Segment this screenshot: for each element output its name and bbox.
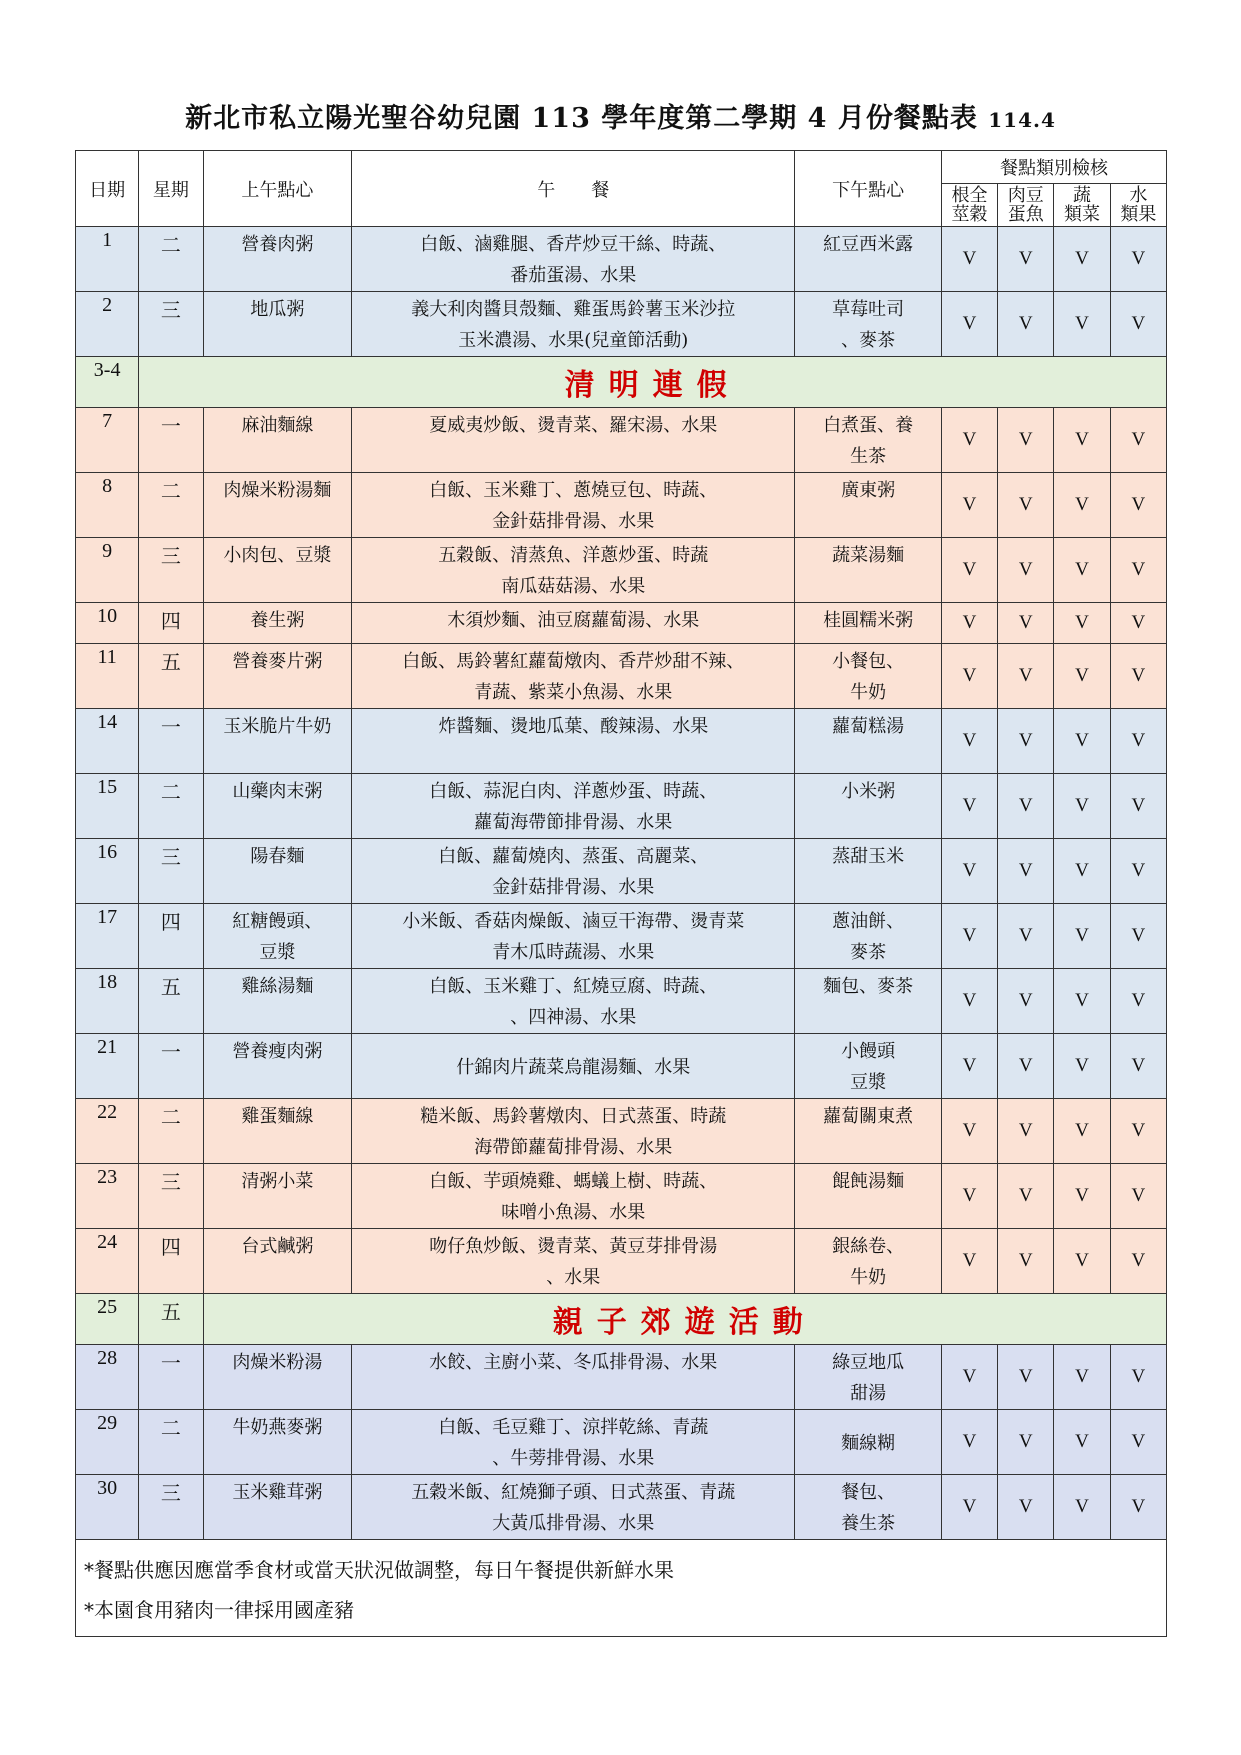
check-mark-cat3: V <box>1054 709 1110 774</box>
row-lunch <box>352 904 795 969</box>
row-weekday: 一 <box>139 1034 203 1099</box>
holiday-row <box>76 1294 1167 1345</box>
check-mark-cat1: V <box>941 603 997 644</box>
morning-snack-line1: 營養麥片粥 <box>232 651 323 672</box>
morning-snack-line1: 肉燥米粉湯麵 <box>223 480 332 501</box>
header-morning-snack: 上午點心 <box>203 151 352 227</box>
lunch-line2: 海帶節蘿蔔排骨湯、水果 <box>474 1137 673 1158</box>
row-lunch <box>352 1475 795 1540</box>
row-afternoon-snack <box>795 1164 942 1229</box>
check-mark-cat1: V <box>941 709 997 774</box>
check-mark-cat4: V <box>1110 839 1166 904</box>
check-mark-cat1: V <box>941 904 997 969</box>
afternoon-snack-line1: 草莓吐司 <box>832 299 905 320</box>
row-date: 16 <box>76 839 139 904</box>
row-lunch <box>352 1229 795 1294</box>
check-mark-cat3: V <box>1054 839 1110 904</box>
morning-snack-line1: 雞絲湯麵 <box>241 976 314 997</box>
check-mark-cat1: V <box>941 1164 997 1229</box>
title-version: 114.4 <box>988 108 1056 132</box>
notes-row <box>76 1540 1167 1637</box>
row-morning-snack <box>203 969 352 1034</box>
row-date: 1 <box>76 227 139 292</box>
check-mark-cat2: V <box>998 969 1054 1034</box>
check-mark-cat2: V <box>998 227 1054 292</box>
row-morning-snack <box>203 904 352 969</box>
row-afternoon-snack <box>795 603 942 644</box>
row-lunch <box>352 408 795 473</box>
meal-row <box>76 969 1167 1034</box>
note-1: *餐點供應因應當季食材或當天狀況做調整，每日午餐提供新鮮水果 <box>84 1558 674 1582</box>
row-afternoon-snack <box>795 227 942 292</box>
check-mark-cat3: V <box>1054 603 1110 644</box>
check-mark-cat1: V <box>941 774 997 839</box>
row-morning-snack <box>203 1164 352 1229</box>
row-weekday: 二 <box>139 1099 203 1164</box>
meal-row <box>76 1034 1167 1099</box>
check-mark-cat3: V <box>1054 227 1110 292</box>
page-title <box>0 96 1241 135</box>
check-mark-cat4: V <box>1110 709 1166 774</box>
check-mark-cat4: V <box>1110 227 1166 292</box>
header-cat-grains: 根全 莖穀 <box>941 184 997 227</box>
morning-snack-line1: 紅糖饅頭、 <box>232 911 323 932</box>
lunch-line1: 吻仔魚炒飯、燙青菜、黃豆芽排骨湯 <box>429 1236 718 1257</box>
afternoon-snack-line1: 紅豆西米露 <box>823 234 914 255</box>
meal-table <box>75 150 1167 1637</box>
lunch-line2: 南瓜菇菇湯、水果 <box>501 576 646 597</box>
lunch-line1: 五穀飯、清蒸魚、洋蔥炒蛋、時蔬 <box>438 545 709 566</box>
check-mark-cat2: V <box>998 603 1054 644</box>
check-mark-cat1: V <box>941 292 997 357</box>
morning-snack-line1: 牛奶燕麥粥 <box>232 1417 323 1438</box>
row-date: 18 <box>76 969 139 1034</box>
lunch-line2: 番茄蛋湯、水果 <box>510 265 637 286</box>
afternoon-snack-line1: 白煮蛋、養 <box>823 415 914 436</box>
check-mark-cat1: V <box>941 1475 997 1540</box>
row-weekday: 四 <box>139 904 203 969</box>
afternoon-snack-line2: 養生茶 <box>841 1513 896 1534</box>
row-weekday: 一 <box>139 1345 203 1410</box>
lunch-line1: 水餃、主廚小菜、冬瓜排骨湯、水果 <box>429 1352 718 1373</box>
row-weekday: 三 <box>139 538 203 603</box>
row-morning-snack <box>203 603 352 644</box>
row-date: 17 <box>76 904 139 969</box>
check-mark-cat4: V <box>1110 774 1166 839</box>
check-mark-cat3: V <box>1054 1164 1110 1229</box>
row-lunch <box>352 774 795 839</box>
meal-row <box>76 1345 1167 1410</box>
row-morning-snack <box>203 473 352 538</box>
row-morning-snack <box>203 709 352 774</box>
meal-row <box>76 408 1167 473</box>
holiday-weekday: 五 <box>139 1294 203 1345</box>
row-date: 28 <box>76 1345 139 1410</box>
check-mark-cat1: V <box>941 408 997 473</box>
row-afternoon-snack <box>795 904 942 969</box>
check-mark-cat4: V <box>1110 603 1166 644</box>
row-morning-snack <box>203 538 352 603</box>
afternoon-snack-line1: 小饅頭 <box>841 1041 896 1062</box>
check-mark-cat2: V <box>998 473 1054 538</box>
lunch-line1: 白飯、滷雞腿、香芹炒豆干絲、時蔬、 <box>420 234 727 255</box>
row-lunch <box>352 1164 795 1229</box>
check-mark-cat3: V <box>1054 408 1110 473</box>
lunch-line1: 白飯、毛豆雞丁、涼拌乾絲、青蔬 <box>438 1417 709 1438</box>
meal-row <box>76 644 1167 709</box>
lunch-line2: 金針菇排骨湯、水果 <box>492 877 655 898</box>
row-afternoon-snack <box>795 1034 942 1099</box>
row-afternoon-snack <box>795 1475 942 1540</box>
row-weekday: 三 <box>139 292 203 357</box>
check-mark-cat2: V <box>998 1099 1054 1164</box>
row-afternoon-snack <box>795 473 942 538</box>
header-category-check: 餐點類別檢核 <box>941 151 1166 184</box>
row-afternoon-snack <box>795 644 942 709</box>
row-date: 14 <box>76 709 139 774</box>
check-mark-cat2: V <box>998 1475 1054 1540</box>
lunch-line1: 小米飯、香菇肉燥飯、滷豆干海帶、燙青菜 <box>402 911 745 932</box>
lunch-line1: 白飯、蘿蔔燒肉、蒸蛋、高麗菜、 <box>438 846 709 867</box>
row-weekday: 四 <box>139 1229 203 1294</box>
meal-row <box>76 538 1167 603</box>
check-mark-cat3: V <box>1054 538 1110 603</box>
row-morning-snack <box>203 1229 352 1294</box>
check-mark-cat1: V <box>941 1099 997 1164</box>
holiday-event: 親子郊遊活動 <box>203 1294 1166 1345</box>
row-afternoon-snack <box>795 774 942 839</box>
row-lunch <box>352 1345 795 1410</box>
check-mark-cat2: V <box>998 292 1054 357</box>
afternoon-snack-line2: 牛奶 <box>850 682 887 703</box>
morning-snack-line1: 地瓜粥 <box>250 299 305 320</box>
lunch-line1: 五穀米飯、紅燒獅子頭、日式蒸蛋、青蔬 <box>411 1482 736 1503</box>
meal-row <box>76 603 1167 644</box>
lunch-line2: 、牛蒡排骨湯、水果 <box>492 1448 655 1469</box>
row-lunch <box>352 603 795 644</box>
meal-row <box>76 1475 1167 1540</box>
lunch-line2: 青蔬、紫菜小魚湯、水果 <box>474 682 673 703</box>
row-afternoon-snack <box>795 1099 942 1164</box>
note-2: *本園食用豬肉一律採用國產豬 <box>84 1598 354 1622</box>
row-weekday: 三 <box>139 1164 203 1229</box>
check-mark-cat3: V <box>1054 904 1110 969</box>
row-morning-snack <box>203 1345 352 1410</box>
header-row <box>76 151 1167 184</box>
lunch-line2: 、四神湯、水果 <box>510 1007 637 1028</box>
afternoon-snack-line2: 、麥茶 <box>841 330 896 351</box>
meal-row <box>76 1229 1167 1294</box>
afternoon-snack-line1: 麵線糊 <box>841 1432 896 1454</box>
row-date: 22 <box>76 1099 139 1164</box>
check-mark-cat3: V <box>1054 774 1110 839</box>
check-mark-cat1: V <box>941 1410 997 1475</box>
meal-row <box>76 839 1167 904</box>
row-date: 23 <box>76 1164 139 1229</box>
row-date: 21 <box>76 1034 139 1099</box>
meal-row <box>76 904 1167 969</box>
check-mark-cat3: V <box>1054 1410 1110 1475</box>
check-mark-cat4: V <box>1110 1475 1166 1540</box>
row-weekday: 四 <box>139 603 203 644</box>
morning-snack-line2: 豆漿 <box>259 942 296 963</box>
header-cat-vegetable: 蔬 類菜 <box>1054 184 1110 227</box>
row-weekday: 五 <box>139 969 203 1034</box>
check-mark-cat1: V <box>941 839 997 904</box>
holiday-event: 清明連假 <box>139 357 1167 408</box>
morning-snack-line1: 台式鹹粥 <box>241 1236 314 1257</box>
check-mark-cat4: V <box>1110 473 1166 538</box>
check-mark-cat4: V <box>1110 969 1166 1034</box>
check-mark-cat2: V <box>998 904 1054 969</box>
afternoon-snack-line1: 綠豆地瓜 <box>832 1352 905 1373</box>
row-morning-snack <box>203 1034 352 1099</box>
afternoon-snack-line1: 小米粥 <box>841 781 896 802</box>
row-weekday: 二 <box>139 473 203 538</box>
header-cat-fruit: 水 類果 <box>1110 184 1166 227</box>
check-mark-cat3: V <box>1054 292 1110 357</box>
header-afternoon-snack: 下午點心 <box>795 151 942 227</box>
lunch-line2: 味噌小魚湯、水果 <box>501 1202 646 1223</box>
check-mark-cat4: V <box>1110 1099 1166 1164</box>
row-date: 10 <box>76 603 139 644</box>
row-date: 7 <box>76 408 139 473</box>
row-date: 9 <box>76 538 139 603</box>
check-mark-cat4: V <box>1110 644 1166 709</box>
check-mark-cat3: V <box>1054 473 1110 538</box>
afternoon-snack-line1: 小餐包、 <box>832 651 905 672</box>
check-mark-cat3: V <box>1054 1099 1110 1164</box>
check-mark-cat2: V <box>998 774 1054 839</box>
afternoon-snack-line1: 蘿蔔關東煮 <box>823 1106 914 1127</box>
row-morning-snack <box>203 1099 352 1164</box>
lunch-line1: 木須炒麵、油豆腐蘿蔔湯、水果 <box>447 610 700 631</box>
header-date: 日期 <box>76 151 139 227</box>
row-lunch <box>352 839 795 904</box>
afternoon-snack-line1: 麵包、麥茶 <box>823 976 914 997</box>
row-weekday: 三 <box>139 839 203 904</box>
check-mark-cat1: V <box>941 538 997 603</box>
row-date: 8 <box>76 473 139 538</box>
row-date: 30 <box>76 1475 139 1540</box>
title-main: 新北市私立陽光聖谷幼兒園 113 學年度第二學期 4 月份餐點表 <box>185 103 978 134</box>
lunch-line2: 金針菇排骨湯、水果 <box>492 511 655 532</box>
row-date: 24 <box>76 1229 139 1294</box>
check-mark-cat2: V <box>998 1164 1054 1229</box>
row-afternoon-snack <box>795 292 942 357</box>
header-weekday: 星期 <box>139 151 203 227</box>
check-mark-cat2: V <box>998 839 1054 904</box>
check-mark-cat4: V <box>1110 1345 1166 1410</box>
afternoon-snack-line1: 蘿蔔糕湯 <box>832 716 905 737</box>
row-morning-snack <box>203 644 352 709</box>
row-lunch <box>352 227 795 292</box>
meal-row <box>76 473 1167 538</box>
header-lunch: 午 餐 <box>352 151 795 227</box>
row-date: 29 <box>76 1410 139 1475</box>
check-mark-cat2: V <box>998 709 1054 774</box>
check-mark-cat4: V <box>1110 292 1166 357</box>
check-mark-cat1: V <box>941 473 997 538</box>
lunch-line1: 夏威夷炒飯、燙青菜、羅宋湯、水果 <box>429 415 718 436</box>
row-lunch <box>352 1410 795 1475</box>
holiday-date: 25 <box>76 1294 139 1345</box>
row-afternoon-snack <box>795 709 942 774</box>
morning-snack-line1: 玉米雞茸粥 <box>232 1482 323 1503</box>
afternoon-snack-line1: 桂圓糯米粥 <box>823 610 914 631</box>
row-lunch <box>352 709 795 774</box>
row-weekday: 二 <box>139 227 203 292</box>
row-morning-snack <box>203 839 352 904</box>
morning-snack-line1: 玉米脆片牛奶 <box>223 716 332 737</box>
header-cat-protein: 肉豆 蛋魚 <box>998 184 1054 227</box>
check-mark-cat4: V <box>1110 1229 1166 1294</box>
morning-snack-line1: 雞蛋麵線 <box>241 1106 314 1127</box>
row-weekday: 三 <box>139 1475 203 1540</box>
row-morning-snack <box>203 1475 352 1540</box>
morning-snack-line1: 小肉包、豆漿 <box>223 545 332 566</box>
afternoon-snack-line1: 蔥油餅、 <box>832 911 905 932</box>
row-lunch <box>352 292 795 357</box>
row-lunch <box>352 644 795 709</box>
row-morning-snack <box>203 1410 352 1475</box>
meal-row <box>76 227 1167 292</box>
lunch-line1: 白飯、蒜泥白肉、洋蔥炒蛋、時蔬、 <box>429 781 718 802</box>
morning-snack-line1: 陽春麵 <box>250 846 305 867</box>
lunch-line2: 玉米濃湯、水果(兒童節活動) <box>458 330 689 351</box>
afternoon-snack-line1: 廣東粥 <box>841 480 896 501</box>
afternoon-snack-line2: 甜湯 <box>850 1383 887 1404</box>
lunch-line1: 白飯、玉米雞丁、蔥燒豆包、時蔬、 <box>429 480 718 501</box>
check-mark-cat2: V <box>998 1034 1054 1099</box>
row-lunch <box>352 538 795 603</box>
row-afternoon-snack <box>795 1345 942 1410</box>
check-mark-cat3: V <box>1054 969 1110 1034</box>
row-morning-snack <box>203 774 352 839</box>
row-afternoon-snack <box>795 1410 942 1475</box>
row-afternoon-snack <box>795 969 942 1034</box>
row-date: 15 <box>76 774 139 839</box>
morning-snack-line1: 營養瘦肉粥 <box>232 1041 323 1062</box>
row-lunch <box>352 473 795 538</box>
row-weekday: 二 <box>139 1410 203 1475</box>
check-mark-cat1: V <box>941 644 997 709</box>
check-mark-cat4: V <box>1110 408 1166 473</box>
row-morning-snack <box>203 227 352 292</box>
row-afternoon-snack <box>795 839 942 904</box>
check-mark-cat3: V <box>1054 1475 1110 1540</box>
notes-cell <box>76 1540 1167 1637</box>
row-date: 11 <box>76 644 139 709</box>
holiday-row <box>76 357 1167 408</box>
meal-row <box>76 1099 1167 1164</box>
holiday-date: 3-4 <box>76 357 139 408</box>
afternoon-snack-line1: 銀絲卷、 <box>832 1236 905 1257</box>
lunch-line2: 青木瓜時蔬湯、水果 <box>492 942 655 963</box>
check-mark-cat3: V <box>1054 644 1110 709</box>
check-mark-cat1: V <box>941 1034 997 1099</box>
row-afternoon-snack <box>795 1229 942 1294</box>
row-morning-snack <box>203 292 352 357</box>
afternoon-snack-line1: 餛飩湯麵 <box>832 1171 905 1192</box>
check-mark-cat1: V <box>941 1345 997 1410</box>
row-weekday: 一 <box>139 709 203 774</box>
morning-snack-line1: 清粥小菜 <box>241 1171 314 1192</box>
lunch-line1: 白飯、玉米雞丁、紅燒豆腐、時蔬、 <box>429 976 718 997</box>
row-lunch <box>352 1099 795 1164</box>
lunch-line1: 白飯、芋頭燒雞、螞蟻上樹、時蔬、 <box>429 1171 718 1192</box>
morning-snack-line1: 麻油麵線 <box>241 415 314 436</box>
check-mark-cat2: V <box>998 408 1054 473</box>
check-mark-cat2: V <box>998 1410 1054 1475</box>
morning-snack-line1: 肉燥米粉湯 <box>232 1352 323 1373</box>
morning-snack-line1: 山藥肉末粥 <box>232 781 323 802</box>
check-mark-cat1: V <box>941 227 997 292</box>
check-mark-cat2: V <box>998 1229 1054 1294</box>
check-mark-cat1: V <box>941 969 997 1034</box>
meal-row <box>76 292 1167 357</box>
afternoon-snack-line1: 餐包、 <box>841 1482 896 1503</box>
meal-row <box>76 709 1167 774</box>
afternoon-snack-line2: 牛奶 <box>850 1267 887 1288</box>
lunch-line2: 、水果 <box>546 1267 601 1288</box>
meal-row <box>76 1164 1167 1229</box>
row-lunch <box>352 969 795 1034</box>
lunch-line2: 大黃瓜排骨湯、水果 <box>492 1513 655 1534</box>
row-afternoon-snack <box>795 408 942 473</box>
row-afternoon-snack <box>795 538 942 603</box>
row-lunch <box>352 1034 795 1099</box>
lunch-line1: 白飯、馬鈴薯紅蘿蔔燉肉、香芹炒甜不辣、 <box>402 651 745 672</box>
check-mark-cat1: V <box>941 1229 997 1294</box>
lunch-line1: 什錦肉片蔬菜烏龍湯麵、水果 <box>456 1056 691 1078</box>
check-mark-cat4: V <box>1110 904 1166 969</box>
check-mark-cat4: V <box>1110 538 1166 603</box>
row-weekday: 五 <box>139 644 203 709</box>
lunch-line1: 糙米飯、馬鈴薯燉肉、日式蒸蛋、時蔬 <box>420 1106 727 1127</box>
check-mark-cat4: V <box>1110 1410 1166 1475</box>
afternoon-snack-line2: 生茶 <box>850 446 887 467</box>
lunch-line2: 蘿蔔海帶節排骨湯、水果 <box>474 812 673 833</box>
row-weekday: 二 <box>139 774 203 839</box>
afternoon-snack-line2: 麥茶 <box>850 942 887 963</box>
row-weekday: 一 <box>139 408 203 473</box>
check-mark-cat3: V <box>1054 1345 1110 1410</box>
check-mark-cat2: V <box>998 1345 1054 1410</box>
check-mark-cat3: V <box>1054 1034 1110 1099</box>
meal-row <box>76 774 1167 839</box>
lunch-line1: 炸醬麵、燙地瓜葉、酸辣湯、水果 <box>438 716 709 737</box>
afternoon-snack-line1: 蔬菜湯麵 <box>832 545 905 566</box>
morning-snack-line1: 養生粥 <box>250 610 305 631</box>
check-mark-cat2: V <box>998 644 1054 709</box>
check-mark-cat4: V <box>1110 1164 1166 1229</box>
check-mark-cat3: V <box>1054 1229 1110 1294</box>
afternoon-snack-line1: 蒸甜玉米 <box>832 846 905 867</box>
row-date: 2 <box>76 292 139 357</box>
row-morning-snack <box>203 408 352 473</box>
meal-row <box>76 1410 1167 1475</box>
check-mark-cat4: V <box>1110 1034 1166 1099</box>
morning-snack-line1: 營養肉粥 <box>241 234 314 255</box>
afternoon-snack-line2: 豆漿 <box>850 1072 887 1093</box>
lunch-line1: 義大利肉醬貝殼麵、雞蛋馬鈴薯玉米沙拉 <box>411 299 736 320</box>
check-mark-cat2: V <box>998 538 1054 603</box>
